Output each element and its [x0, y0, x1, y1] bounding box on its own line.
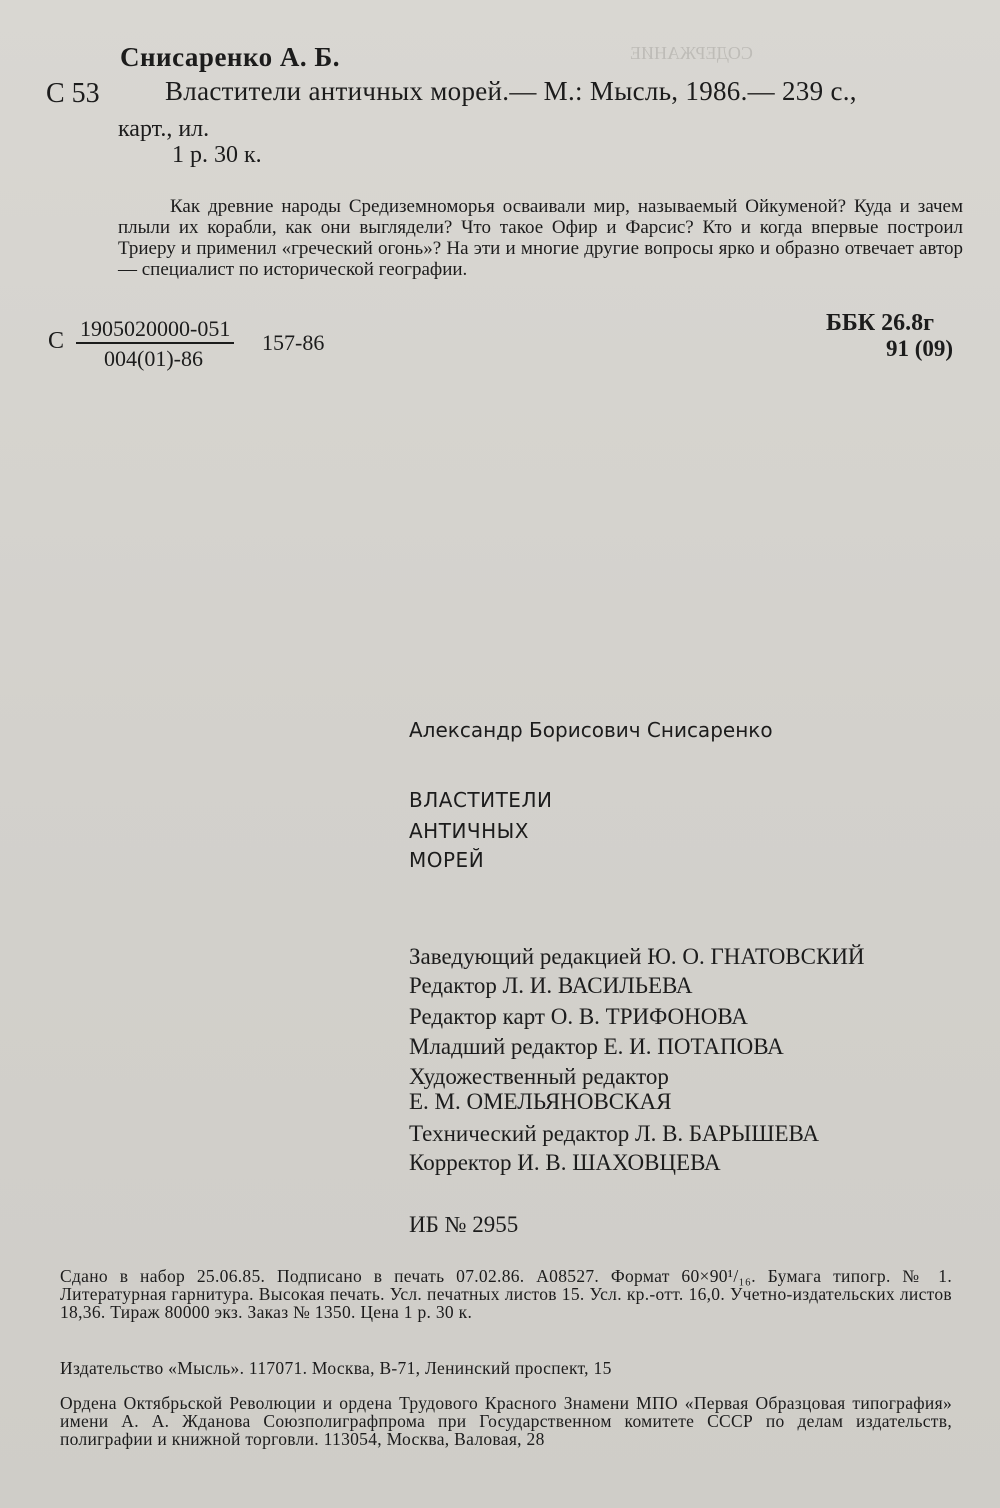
- bibliographic-extras: карт., ил.: [118, 116, 210, 142]
- author-full-name: Александр Борисович Снисаренко: [409, 718, 773, 742]
- code-fraction-bottom: 004(01)-86: [104, 346, 203, 371]
- staff-art-editor-title: Художественный редактор: [409, 1064, 669, 1089]
- bbk-subcode: 91 (09): [886, 336, 954, 361]
- staff-corrector: Корректор И. В. ШАХОВЦЕВА: [409, 1150, 721, 1175]
- book-title-line-3: МОРЕЙ: [409, 848, 485, 872]
- staff-art-editor-name: Е. М. ОМЕЛЬЯНОВСКАЯ: [409, 1089, 672, 1114]
- publisher-address: Издательство «Мысль». 117071. Москва, В-71, Ленинский проспект, 15: [60, 1358, 612, 1378]
- library-index: С 53: [46, 78, 100, 109]
- code-letter: С: [48, 328, 65, 354]
- staff-head-editor: Заведующий редакцией Ю. О. ГНАТОВСКИЙ: [409, 944, 865, 969]
- book-title-line-1: ВЛАСТИТЕЛИ: [409, 788, 553, 812]
- bibliographic-title-line: Властители античных морей.— М.: Мысль, 1986.— 239 с.,: [165, 76, 857, 106]
- price-line: 1 р. 30 к.: [172, 142, 262, 168]
- annotation-paragraph: Как древние народы Средиземноморья осваивали мир, называемый Ойкуменой? Куда и зачем плыли их корабли, как они выглядели? Что такое Офир и Фарсис? Кто и когда впервые построил Триеру и применил «греческий огонь»? На эти и многие другие вопросы ярко и образно отвечает автор — специалист по исторической географии.: [118, 196, 963, 280]
- author-heading: Снисаренко А. Б.: [120, 42, 341, 72]
- staff-map-editor: Редактор карт О. В. ТРИФОНОВА: [409, 1004, 748, 1029]
- bleed-through-text: СОДЕРЖАНИЕ: [630, 43, 753, 63]
- staff-junior-editor: Младший редактор Е. И. ПОТАПОВА: [409, 1034, 784, 1059]
- code-number: 157-86: [262, 330, 325, 355]
- code-fraction-top: 1905020000-051: [76, 316, 234, 344]
- ib-number: ИБ № 2955: [409, 1212, 519, 1237]
- bbk-code: ББК 26.8г: [826, 310, 935, 336]
- staff-tech-editor: Технический редактор Л. В. БАРЫШЕВА: [409, 1121, 820, 1146]
- imprint-details: Сдано в набор 25.06.85. Подписано в печать 07.02.86. А08527. Формат 60×90¹/₁₆. Бумага типогр. № 1. Литературная гарнитура. Высокая печать. Усл. печатных листов 15. Усл. кр.-отт. 16,0. Учетно-издательских листов 18,36. Тираж 80000 экз. Заказ № 1350. Цена 1 р. 30 к.: [60, 1266, 952, 1322]
- staff-editor: Редактор Л. И. ВАСИЛЬЕВА: [409, 973, 693, 998]
- printery-details: Ордена Октябрьской Революции и ордена Трудового Красного Знамени МПО «Первая Образцовая типография» имени А. А. Жданова Союзполиграфпрома при Государственном комитете СССР по делам издательств, полиграфии и книжной торговли. 113054, Москва, Валовая, 28: [60, 1393, 952, 1449]
- book-title-line-2: АНТИЧНЫХ: [409, 819, 529, 843]
